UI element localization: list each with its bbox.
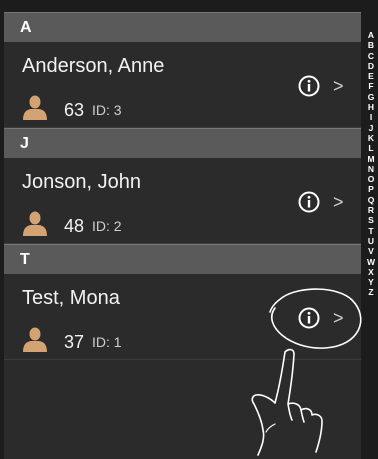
contact-meta (22, 210, 122, 236)
index-letter-l[interactable]: L (368, 143, 374, 154)
index-letter-a[interactable]: A (367, 30, 375, 40)
empty-list-area (4, 388, 361, 459)
alphabet-index[interactable] (364, 30, 378, 298)
contact-count: 63 (64, 100, 85, 120)
section-header-t: T (4, 244, 361, 274)
index-letter-v[interactable]: V (368, 246, 374, 257)
chevron-right-icon[interactable]: > (333, 192, 344, 212)
index-letter-c[interactable]: C (367, 50, 375, 61)
contact-id: ID: 1 (92, 334, 122, 350)
index-letter-u[interactable]: U (367, 235, 375, 246)
index-letter-i[interactable]: I (369, 112, 373, 123)
person-icon (22, 210, 48, 236)
index-letter-s[interactable]: S (368, 215, 374, 226)
person-icon (22, 94, 48, 120)
contact-count: 37 (64, 332, 85, 352)
list-item[interactable] (4, 42, 361, 128)
person-icon (22, 326, 48, 352)
index-letter-w[interactable]: W (366, 256, 376, 267)
index-letter-x[interactable]: X (368, 266, 374, 277)
index-letter-m[interactable]: M (367, 153, 375, 164)
section-header-j: J (4, 128, 361, 158)
index-letter-z[interactable]: Z (368, 287, 374, 298)
info-icon[interactable] (298, 191, 320, 213)
list-item[interactable] (4, 158, 361, 244)
contact-id: ID: 3 (92, 102, 122, 118)
chevron-right-icon[interactable]: > (333, 308, 344, 328)
index-letter-g[interactable]: G (367, 91, 375, 102)
index-letter-t[interactable]: T (368, 225, 374, 236)
index-letter-q[interactable]: Q (367, 194, 375, 205)
info-icon[interactable] (298, 307, 320, 329)
contact-count: 48 (64, 216, 85, 236)
index-letter-k[interactable]: K (367, 132, 375, 143)
contact-name: Anderson, Anne (22, 55, 165, 77)
index-letter-e[interactable]: E (368, 71, 374, 82)
info-icon[interactable] (298, 75, 320, 97)
index-letter-r[interactable]: R (367, 205, 375, 216)
index-letter-f[interactable]: F (368, 81, 374, 92)
contact-meta (22, 94, 122, 120)
index-letter-p[interactable]: P (368, 184, 374, 195)
contact-name: Jonson, John (22, 171, 141, 193)
contact-list[interactable] (4, 12, 361, 459)
index-letter-d[interactable]: D (367, 60, 375, 71)
list-item[interactable] (4, 274, 361, 360)
section-header-a: A (4, 12, 361, 42)
index-letter-o[interactable]: O (367, 174, 375, 185)
index-letter-j[interactable]: J (368, 122, 374, 133)
contact-meta (22, 326, 122, 352)
index-letter-b[interactable]: B (367, 40, 375, 51)
index-letter-n[interactable]: N (367, 163, 375, 174)
contact-id: ID: 2 (92, 218, 122, 234)
index-letter-y[interactable]: Y (368, 277, 374, 288)
index-letter-h[interactable]: H (367, 102, 375, 113)
chevron-right-icon[interactable]: > (333, 76, 344, 96)
contact-name: Test, Mona (22, 287, 120, 309)
